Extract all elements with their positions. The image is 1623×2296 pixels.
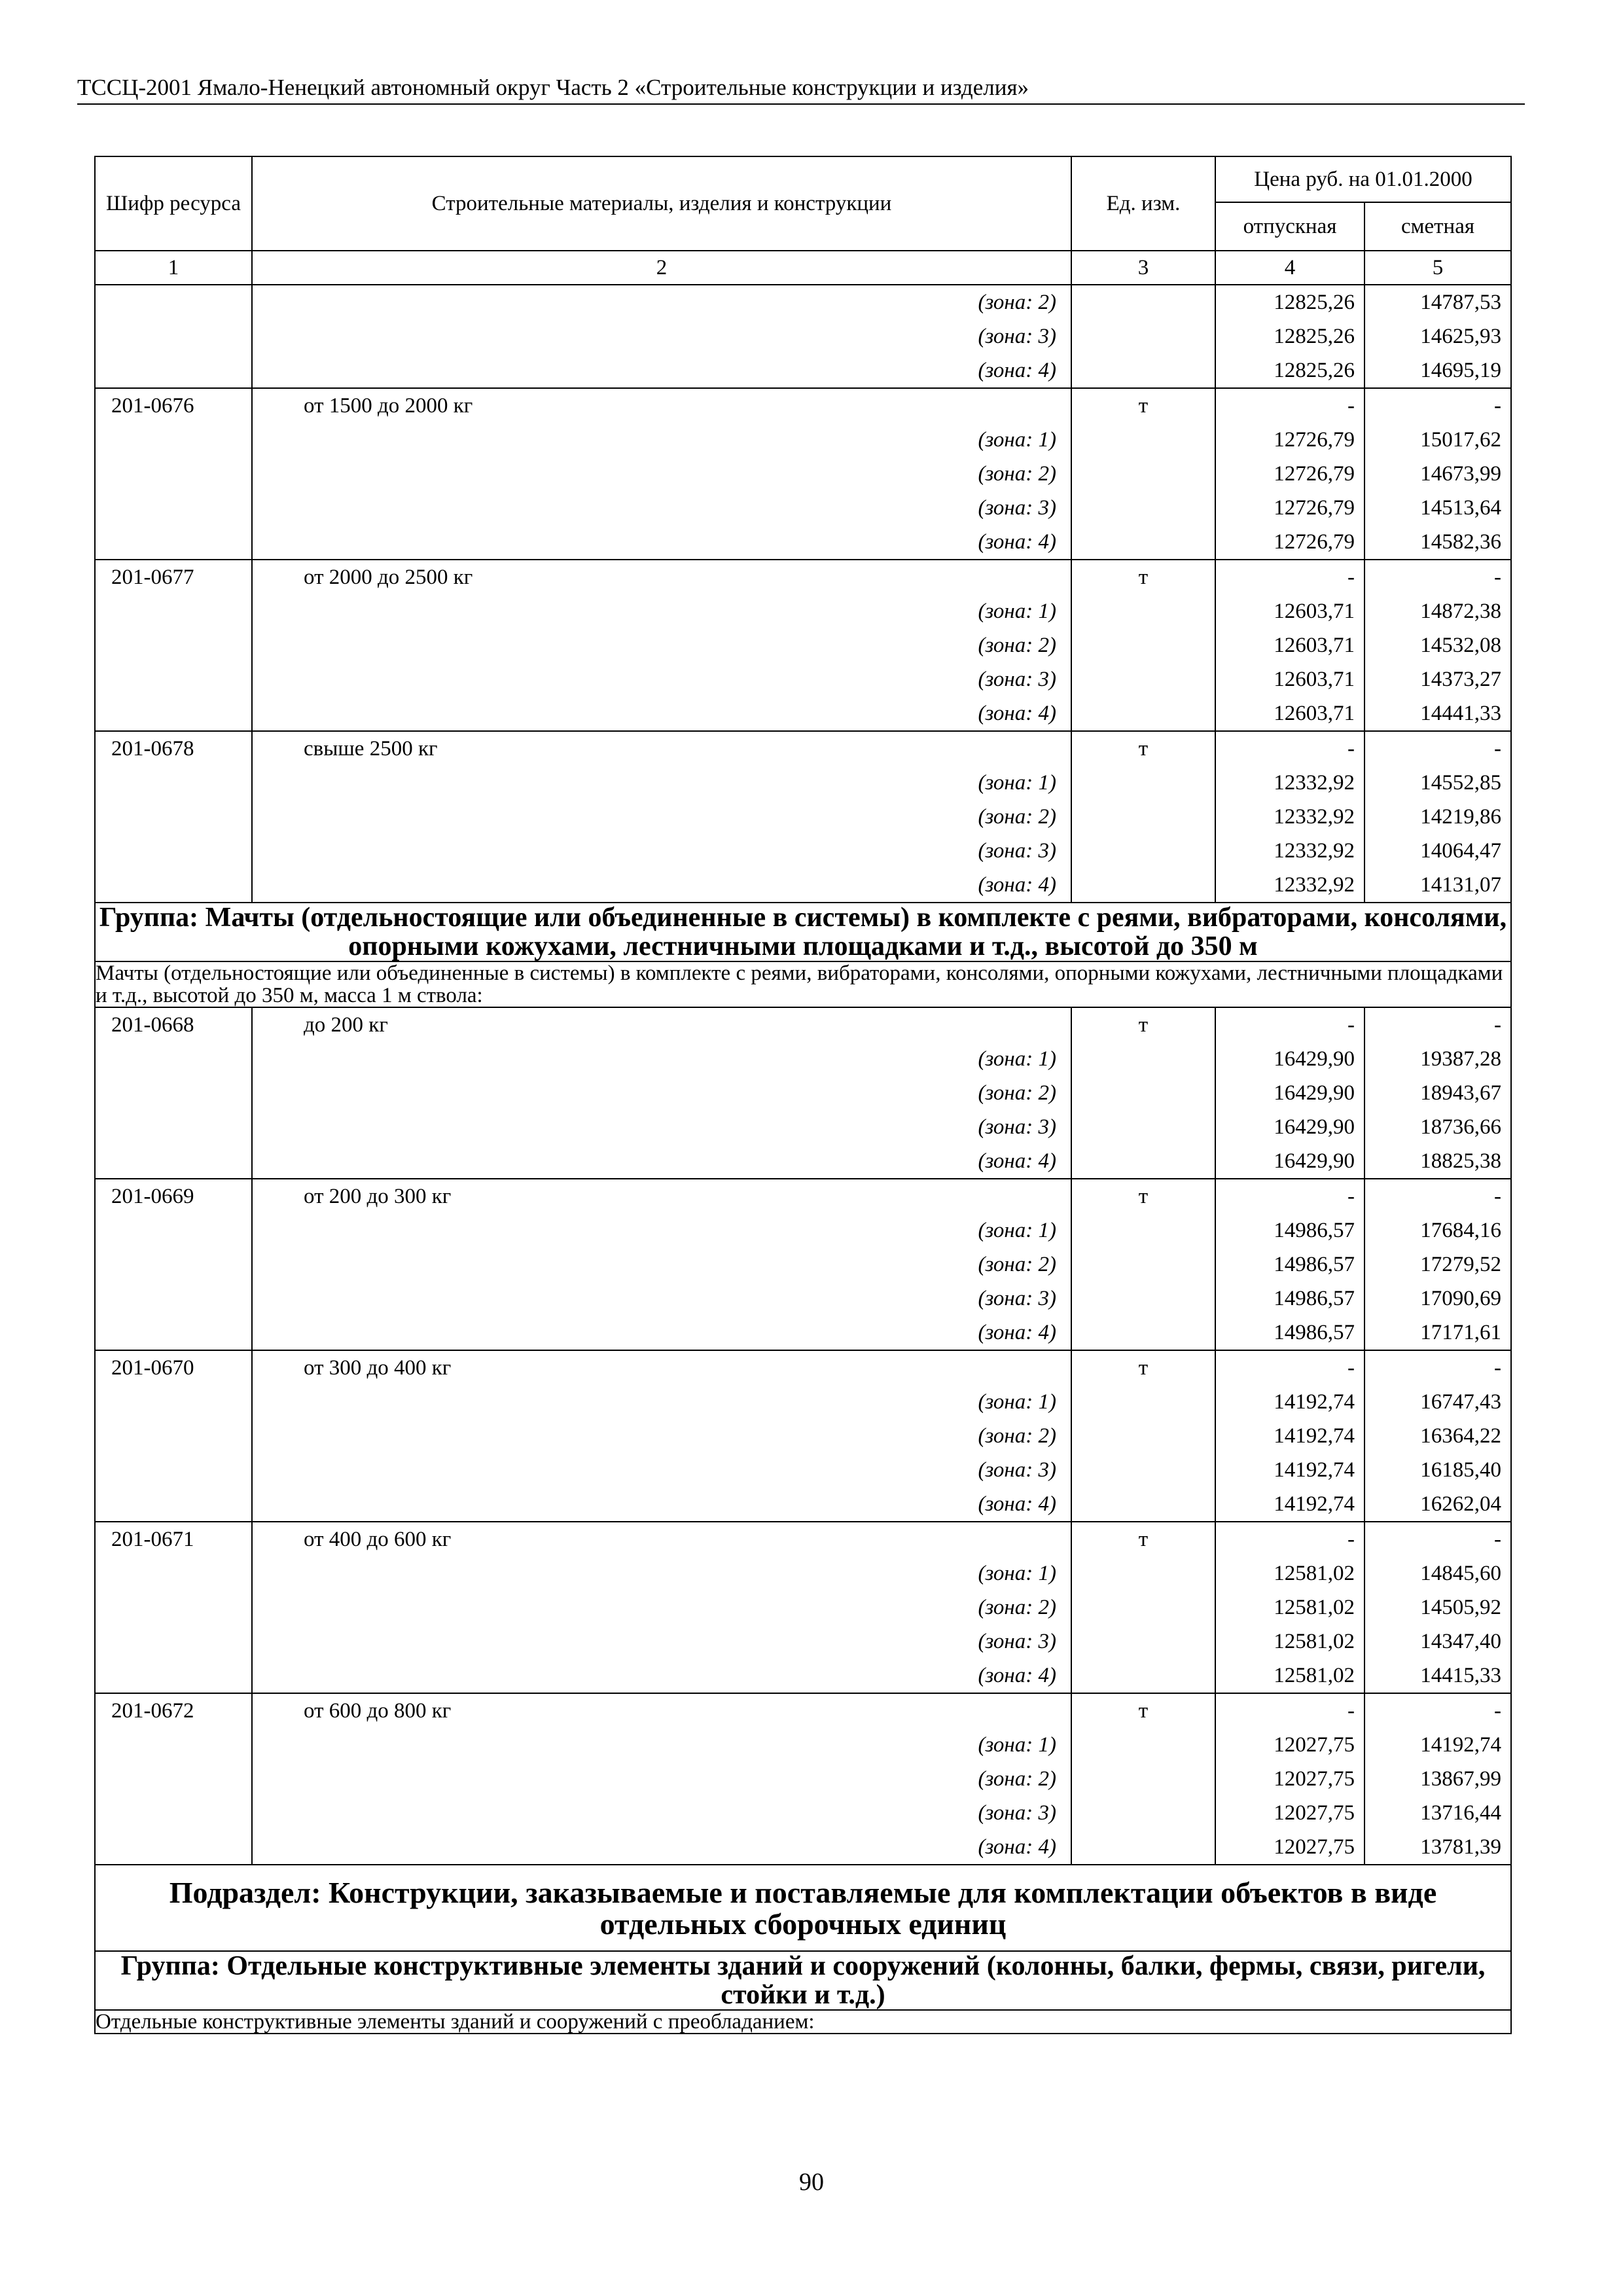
zone-row (95, 353, 1511, 388)
resource-code (95, 319, 252, 353)
zone-label: (зона: 4) (252, 353, 1071, 388)
unit-cell: т (1071, 1522, 1215, 1556)
estimate-price: 13716,44 (1364, 1796, 1511, 1830)
release-price: 14986,57 (1215, 1282, 1364, 1316)
item-row (95, 1007, 1511, 1042)
resource-code (95, 800, 252, 834)
zone-label: (зона: 1) (252, 1728, 1071, 1762)
unit-cell: т (1071, 1179, 1215, 1213)
estimate-price: 15017,62 (1364, 423, 1511, 457)
release-price: 12603,71 (1215, 696, 1364, 731)
estimate-price: - (1364, 1522, 1511, 1556)
release-price: 12726,79 (1215, 423, 1364, 457)
resource-code (95, 834, 252, 868)
zone-row (95, 1659, 1511, 1693)
zone-row (95, 696, 1511, 731)
zone-label: (зона: 1) (252, 1042, 1071, 1076)
unit-cell (1071, 1110, 1215, 1144)
resource-code (95, 1728, 252, 1762)
estimate-price: 14064,47 (1364, 834, 1511, 868)
resource-code (95, 1590, 252, 1624)
unit-cell (1071, 1076, 1215, 1110)
estimate-price: 14845,60 (1364, 1556, 1511, 1590)
release-price: 12825,26 (1215, 285, 1364, 319)
release-price: 12726,79 (1215, 457, 1364, 491)
release-price: 12726,79 (1215, 525, 1364, 560)
col-header-unit: Ед. изм. (1071, 156, 1215, 251)
unit-cell (1071, 285, 1215, 319)
col-header-name: Строительные материалы, изделия и конструкции (252, 156, 1071, 251)
release-price: 12581,02 (1215, 1624, 1364, 1659)
col-header-estimate: сметная (1364, 202, 1511, 251)
zone-label: (зона: 1) (252, 1213, 1071, 1247)
zone-label: (зона: 1) (252, 594, 1071, 628)
zone-row (95, 1282, 1511, 1316)
release-price: 12581,02 (1215, 1659, 1364, 1693)
estimate-price: 17090,69 (1364, 1282, 1511, 1316)
col-number-2: 2 (252, 251, 1071, 285)
group-heading-row (95, 1951, 1511, 2010)
resource-code (95, 525, 252, 560)
col-header-release: отпускная (1215, 202, 1364, 251)
zone-label: (зона: 3) (252, 491, 1071, 525)
zone-label: (зона: 4) (252, 1487, 1071, 1522)
col-number-4: 4 (1215, 251, 1364, 285)
estimate-price: 18736,66 (1364, 1110, 1511, 1144)
zone-label: (зона: 3) (252, 1282, 1071, 1316)
unit-cell (1071, 353, 1215, 388)
resource-code: 201-0671 (95, 1522, 252, 1556)
estimate-price: 18943,67 (1364, 1076, 1511, 1110)
resource-code (95, 1556, 252, 1590)
resource-code (95, 1247, 252, 1282)
zone-row (95, 1762, 1511, 1796)
item-row (95, 560, 1511, 594)
unit-cell (1071, 491, 1215, 525)
unit-cell (1071, 662, 1215, 696)
zone-label: (зона: 2) (252, 800, 1071, 834)
unit-cell (1071, 1659, 1215, 1693)
unit-cell (1071, 1453, 1215, 1487)
page-number: 90 (799, 2168, 824, 2196)
resource-code (95, 1110, 252, 1144)
resource-code (95, 1762, 252, 1796)
resource-code (95, 1385, 252, 1419)
zone-row (95, 1247, 1511, 1282)
zone-label: (зона: 4) (252, 1144, 1071, 1179)
zone-row (95, 766, 1511, 800)
release-price: 12332,92 (1215, 766, 1364, 800)
resource-code: 201-0669 (95, 1179, 252, 1213)
zone-label: (зона: 3) (252, 834, 1071, 868)
release-price: 14192,74 (1215, 1419, 1364, 1453)
estimate-price: 16747,43 (1364, 1385, 1511, 1419)
zone-row (95, 285, 1511, 319)
zone-label: (зона: 3) (252, 319, 1071, 353)
unit-cell (1071, 594, 1215, 628)
zone-label: (зона: 1) (252, 423, 1071, 457)
zone-row (95, 1624, 1511, 1659)
estimate-price: 19387,28 (1364, 1042, 1511, 1076)
unit-cell (1071, 1624, 1215, 1659)
release-price: 12603,71 (1215, 662, 1364, 696)
estimate-price: 14787,53 (1364, 285, 1511, 319)
unit-cell: т (1071, 560, 1215, 594)
zone-label: (зона: 2) (252, 285, 1071, 319)
release-price: 14986,57 (1215, 1213, 1364, 1247)
estimate-price: 14505,92 (1364, 1590, 1511, 1624)
unit-cell: т (1071, 1007, 1215, 1042)
zone-label: (зона: 2) (252, 1762, 1071, 1796)
release-price: - (1215, 1522, 1364, 1556)
description-text: Мачты (отдельностоящие или объединенные в системы) в комплекте с реями, вибраторами, консолями, опорными кожухами, лестничными площадками и т.д., высотой до 350 м, масса 1 м ствола: (95, 961, 1511, 1007)
unit-cell (1071, 1487, 1215, 1522)
item-name: до 200 кг (252, 1007, 1071, 1042)
resource-code: 201-0670 (95, 1350, 252, 1385)
unit-cell (1071, 1419, 1215, 1453)
resource-code (95, 1453, 252, 1487)
release-price: 12825,26 (1215, 353, 1364, 388)
release-price: 12726,79 (1215, 491, 1364, 525)
zone-label: (зона: 4) (252, 1316, 1071, 1350)
release-price: 14192,74 (1215, 1385, 1364, 1419)
resource-code (95, 1659, 252, 1693)
zone-row (95, 662, 1511, 696)
release-price: 16429,90 (1215, 1144, 1364, 1179)
item-name: от 300 до 400 кг (252, 1350, 1071, 1385)
item-row (95, 1522, 1511, 1556)
zone-row (95, 1419, 1511, 1453)
unit-cell (1071, 1556, 1215, 1590)
unit-cell (1071, 800, 1215, 834)
col-header-price-group: Цена руб. на 01.01.2000 (1215, 156, 1511, 202)
resource-code (95, 1316, 252, 1350)
estimate-price: 17684,16 (1364, 1213, 1511, 1247)
unit-cell: т (1071, 731, 1215, 766)
zone-label: (зона: 2) (252, 1076, 1071, 1110)
unit-cell (1071, 1830, 1215, 1865)
group-heading-row (95, 903, 1511, 961)
resource-code (95, 1144, 252, 1179)
zone-label: (зона: 4) (252, 525, 1071, 560)
group-heading: Подраздел: Конструкции, заказываемые и поставляемые для комплектации объектов в виде отдельных сборочных единиц (95, 1865, 1511, 1951)
release-price: 16429,90 (1215, 1076, 1364, 1110)
document-running-header: ТССЦ-2001 Ямало-Ненецкий автономный округ Часть 2 «Строительные конструкции и изделия» (77, 72, 1525, 105)
item-name: свыше 2500 кг (252, 731, 1071, 766)
unit-cell (1071, 1042, 1215, 1076)
zone-row (95, 1487, 1511, 1522)
estimate-price: 14373,27 (1364, 662, 1511, 696)
estimate-price: 14582,36 (1364, 525, 1511, 560)
resource-code (95, 1076, 252, 1110)
release-price: 12603,71 (1215, 594, 1364, 628)
unit-cell (1071, 1796, 1215, 1830)
unit-cell (1071, 1247, 1215, 1282)
estimate-price: - (1364, 731, 1511, 766)
release-price: 12027,75 (1215, 1762, 1364, 1796)
group-heading-row (95, 1865, 1511, 1951)
resource-code (95, 353, 252, 388)
item-row (95, 388, 1511, 423)
resource-code (95, 766, 252, 800)
description-row (95, 2010, 1511, 2034)
zone-row (95, 1385, 1511, 1419)
unit-cell (1071, 423, 1215, 457)
release-price: 12603,71 (1215, 628, 1364, 662)
estimate-price: 14695,19 (1364, 353, 1511, 388)
zone-label: (зона: 2) (252, 628, 1071, 662)
release-price: - (1215, 560, 1364, 594)
estimate-price: 13867,99 (1364, 1762, 1511, 1796)
release-price: 12332,92 (1215, 834, 1364, 868)
zone-label: (зона: 4) (252, 1830, 1071, 1865)
item-name: от 600 до 800 кг (252, 1693, 1071, 1728)
estimate-price: 14347,40 (1364, 1624, 1511, 1659)
release-price: 12581,02 (1215, 1590, 1364, 1624)
estimate-price: 14532,08 (1364, 628, 1511, 662)
release-price: - (1215, 1693, 1364, 1728)
group-heading: Группа: Отдельные конструктивные элементы зданий и сооружений (колонны, балки, фермы, связи, ригели, стойки и т.д.) (95, 1951, 1511, 2010)
unit-cell (1071, 1385, 1215, 1419)
resource-code (95, 1624, 252, 1659)
estimate-price: 16364,22 (1364, 1419, 1511, 1453)
item-row (95, 731, 1511, 766)
unit-cell (1071, 1762, 1215, 1796)
zone-row (95, 1076, 1511, 1110)
estimate-price: 17171,61 (1364, 1316, 1511, 1350)
zone-row (95, 1556, 1511, 1590)
resource-code (95, 1830, 252, 1865)
description-row (95, 961, 1511, 1007)
resource-code: 201-0668 (95, 1007, 252, 1042)
release-price: 14986,57 (1215, 1316, 1364, 1350)
description-text: Отдельные конструктивные элементы зданий и сооружений с преобладанием: (95, 2010, 1511, 2034)
zone-label: (зона: 3) (252, 662, 1071, 696)
zone-row (95, 525, 1511, 560)
estimate-price: 14131,07 (1364, 868, 1511, 903)
zone-row (95, 319, 1511, 353)
resource-code: 201-0676 (95, 388, 252, 423)
zone-label: (зона: 2) (252, 1247, 1071, 1282)
group-heading: Группа: Мачты (отдельностоящие или объединенные в системы) в комплекте с реями, вибраторами, консолями, опорными кожухами, лестничными площадками и т.д., высотой до 350 м (95, 903, 1511, 961)
resource-code (95, 1282, 252, 1316)
resource-code: 201-0677 (95, 560, 252, 594)
unit-cell (1071, 1316, 1215, 1350)
zone-label: (зона: 2) (252, 457, 1071, 491)
zone-label: (зона: 3) (252, 1624, 1071, 1659)
estimate-price: - (1364, 1350, 1511, 1385)
release-price: 16429,90 (1215, 1042, 1364, 1076)
zone-label: (зона: 1) (252, 766, 1071, 800)
zone-row (95, 1110, 1511, 1144)
release-price: 12332,92 (1215, 800, 1364, 834)
estimate-price: 14192,74 (1364, 1728, 1511, 1762)
unit-cell: т (1071, 1350, 1215, 1385)
item-row (95, 1693, 1511, 1728)
unit-cell (1071, 525, 1215, 560)
resource-code (95, 1419, 252, 1453)
estimate-price: - (1364, 560, 1511, 594)
release-price: 16429,90 (1215, 1110, 1364, 1144)
resource-code (95, 1487, 252, 1522)
resource-code: 201-0672 (95, 1693, 252, 1728)
col-number-1: 1 (95, 251, 252, 285)
resource-code (95, 491, 252, 525)
resource-code: 201-0678 (95, 731, 252, 766)
zone-label: (зона: 3) (252, 1796, 1071, 1830)
estimate-price: - (1364, 1179, 1511, 1213)
zone-label: (зона: 2) (252, 1419, 1071, 1453)
release-price: 12581,02 (1215, 1556, 1364, 1590)
zone-row (95, 1042, 1511, 1076)
release-price: 12027,75 (1215, 1830, 1364, 1865)
zone-row (95, 594, 1511, 628)
zone-row (95, 1144, 1511, 1179)
item-name: от 2000 до 2500 кг (252, 560, 1071, 594)
unit-cell (1071, 766, 1215, 800)
estimate-price: - (1364, 388, 1511, 423)
zone-row (95, 1830, 1511, 1865)
estimate-price: - (1364, 1007, 1511, 1042)
unit-cell (1071, 834, 1215, 868)
release-price: 12027,75 (1215, 1796, 1364, 1830)
zone-row (95, 457, 1511, 491)
col-number-5: 5 (1364, 251, 1511, 285)
zone-row (95, 423, 1511, 457)
zone-label: (зона: 1) (252, 1556, 1071, 1590)
item-name: от 200 до 300 кг (252, 1179, 1071, 1213)
release-price: 12027,75 (1215, 1728, 1364, 1762)
release-price: - (1215, 1007, 1364, 1042)
zone-label: (зона: 2) (252, 1590, 1071, 1624)
zone-label: (зона: 4) (252, 696, 1071, 731)
unit-cell (1071, 628, 1215, 662)
estimate-price: 18825,38 (1364, 1144, 1511, 1179)
estimate-price: 14441,33 (1364, 696, 1511, 731)
resource-code (95, 423, 252, 457)
release-price: - (1215, 1179, 1364, 1213)
resource-code (95, 1796, 252, 1830)
resource-code (95, 1042, 252, 1076)
release-price: 14192,74 (1215, 1453, 1364, 1487)
col-header-code: Шифр ресурса (95, 156, 252, 251)
zone-row (95, 1796, 1511, 1830)
unit-cell (1071, 1590, 1215, 1624)
release-price: - (1215, 1350, 1364, 1385)
zone-row (95, 1728, 1511, 1762)
resource-code (95, 285, 252, 319)
unit-cell: т (1071, 1693, 1215, 1728)
release-price: 14986,57 (1215, 1247, 1364, 1282)
unit-cell (1071, 457, 1215, 491)
release-price: - (1215, 731, 1364, 766)
estimate-price: 14872,38 (1364, 594, 1511, 628)
estimate-price: 16262,04 (1364, 1487, 1511, 1522)
zone-row (95, 628, 1511, 662)
zone-row (95, 1453, 1511, 1487)
unit-cell (1071, 1213, 1215, 1247)
zone-row (95, 868, 1511, 903)
estimate-price: 14219,86 (1364, 800, 1511, 834)
unit-cell (1071, 1282, 1215, 1316)
zone-row (95, 1316, 1511, 1350)
estimate-price: 14625,93 (1364, 319, 1511, 353)
resource-code (95, 662, 252, 696)
estimate-price: 14415,33 (1364, 1659, 1511, 1693)
estimate-price: 17279,52 (1364, 1247, 1511, 1282)
zone-row (95, 1590, 1511, 1624)
unit-cell (1071, 868, 1215, 903)
zone-row (95, 834, 1511, 868)
estimate-price: - (1364, 1693, 1511, 1728)
release-price: 12825,26 (1215, 319, 1364, 353)
release-price: 14192,74 (1215, 1487, 1364, 1522)
item-row (95, 1350, 1511, 1385)
zone-label: (зона: 4) (252, 1659, 1071, 1693)
zone-row (95, 800, 1511, 834)
zone-row (95, 1213, 1511, 1247)
col-number-3: 3 (1071, 251, 1215, 285)
zone-label: (зона: 4) (252, 868, 1071, 903)
release-price: - (1215, 388, 1364, 423)
zone-label: (зона: 3) (252, 1453, 1071, 1487)
resource-code (95, 1213, 252, 1247)
unit-cell (1071, 696, 1215, 731)
estimate-price: 14673,99 (1364, 457, 1511, 491)
resource-code (95, 457, 252, 491)
item-name: от 400 до 600 кг (252, 1522, 1071, 1556)
resource-code (95, 696, 252, 731)
estimate-price: 16185,40 (1364, 1453, 1511, 1487)
estimate-price: 14552,85 (1364, 766, 1511, 800)
item-name: от 1500 до 2000 кг (252, 388, 1071, 423)
zone-label: (зона: 3) (252, 1110, 1071, 1144)
zone-row (95, 491, 1511, 525)
resource-code (95, 868, 252, 903)
price-table (94, 156, 1512, 2034)
item-row (95, 1179, 1511, 1213)
resource-code (95, 594, 252, 628)
release-price: 12332,92 (1215, 868, 1364, 903)
unit-cell (1071, 1728, 1215, 1762)
estimate-price: 14513,64 (1364, 491, 1511, 525)
zone-label: (зона: 1) (252, 1385, 1071, 1419)
unit-cell (1071, 319, 1215, 353)
estimate-price: 13781,39 (1364, 1830, 1511, 1865)
unit-cell: т (1071, 388, 1215, 423)
resource-code (95, 628, 252, 662)
unit-cell (1071, 1144, 1215, 1179)
